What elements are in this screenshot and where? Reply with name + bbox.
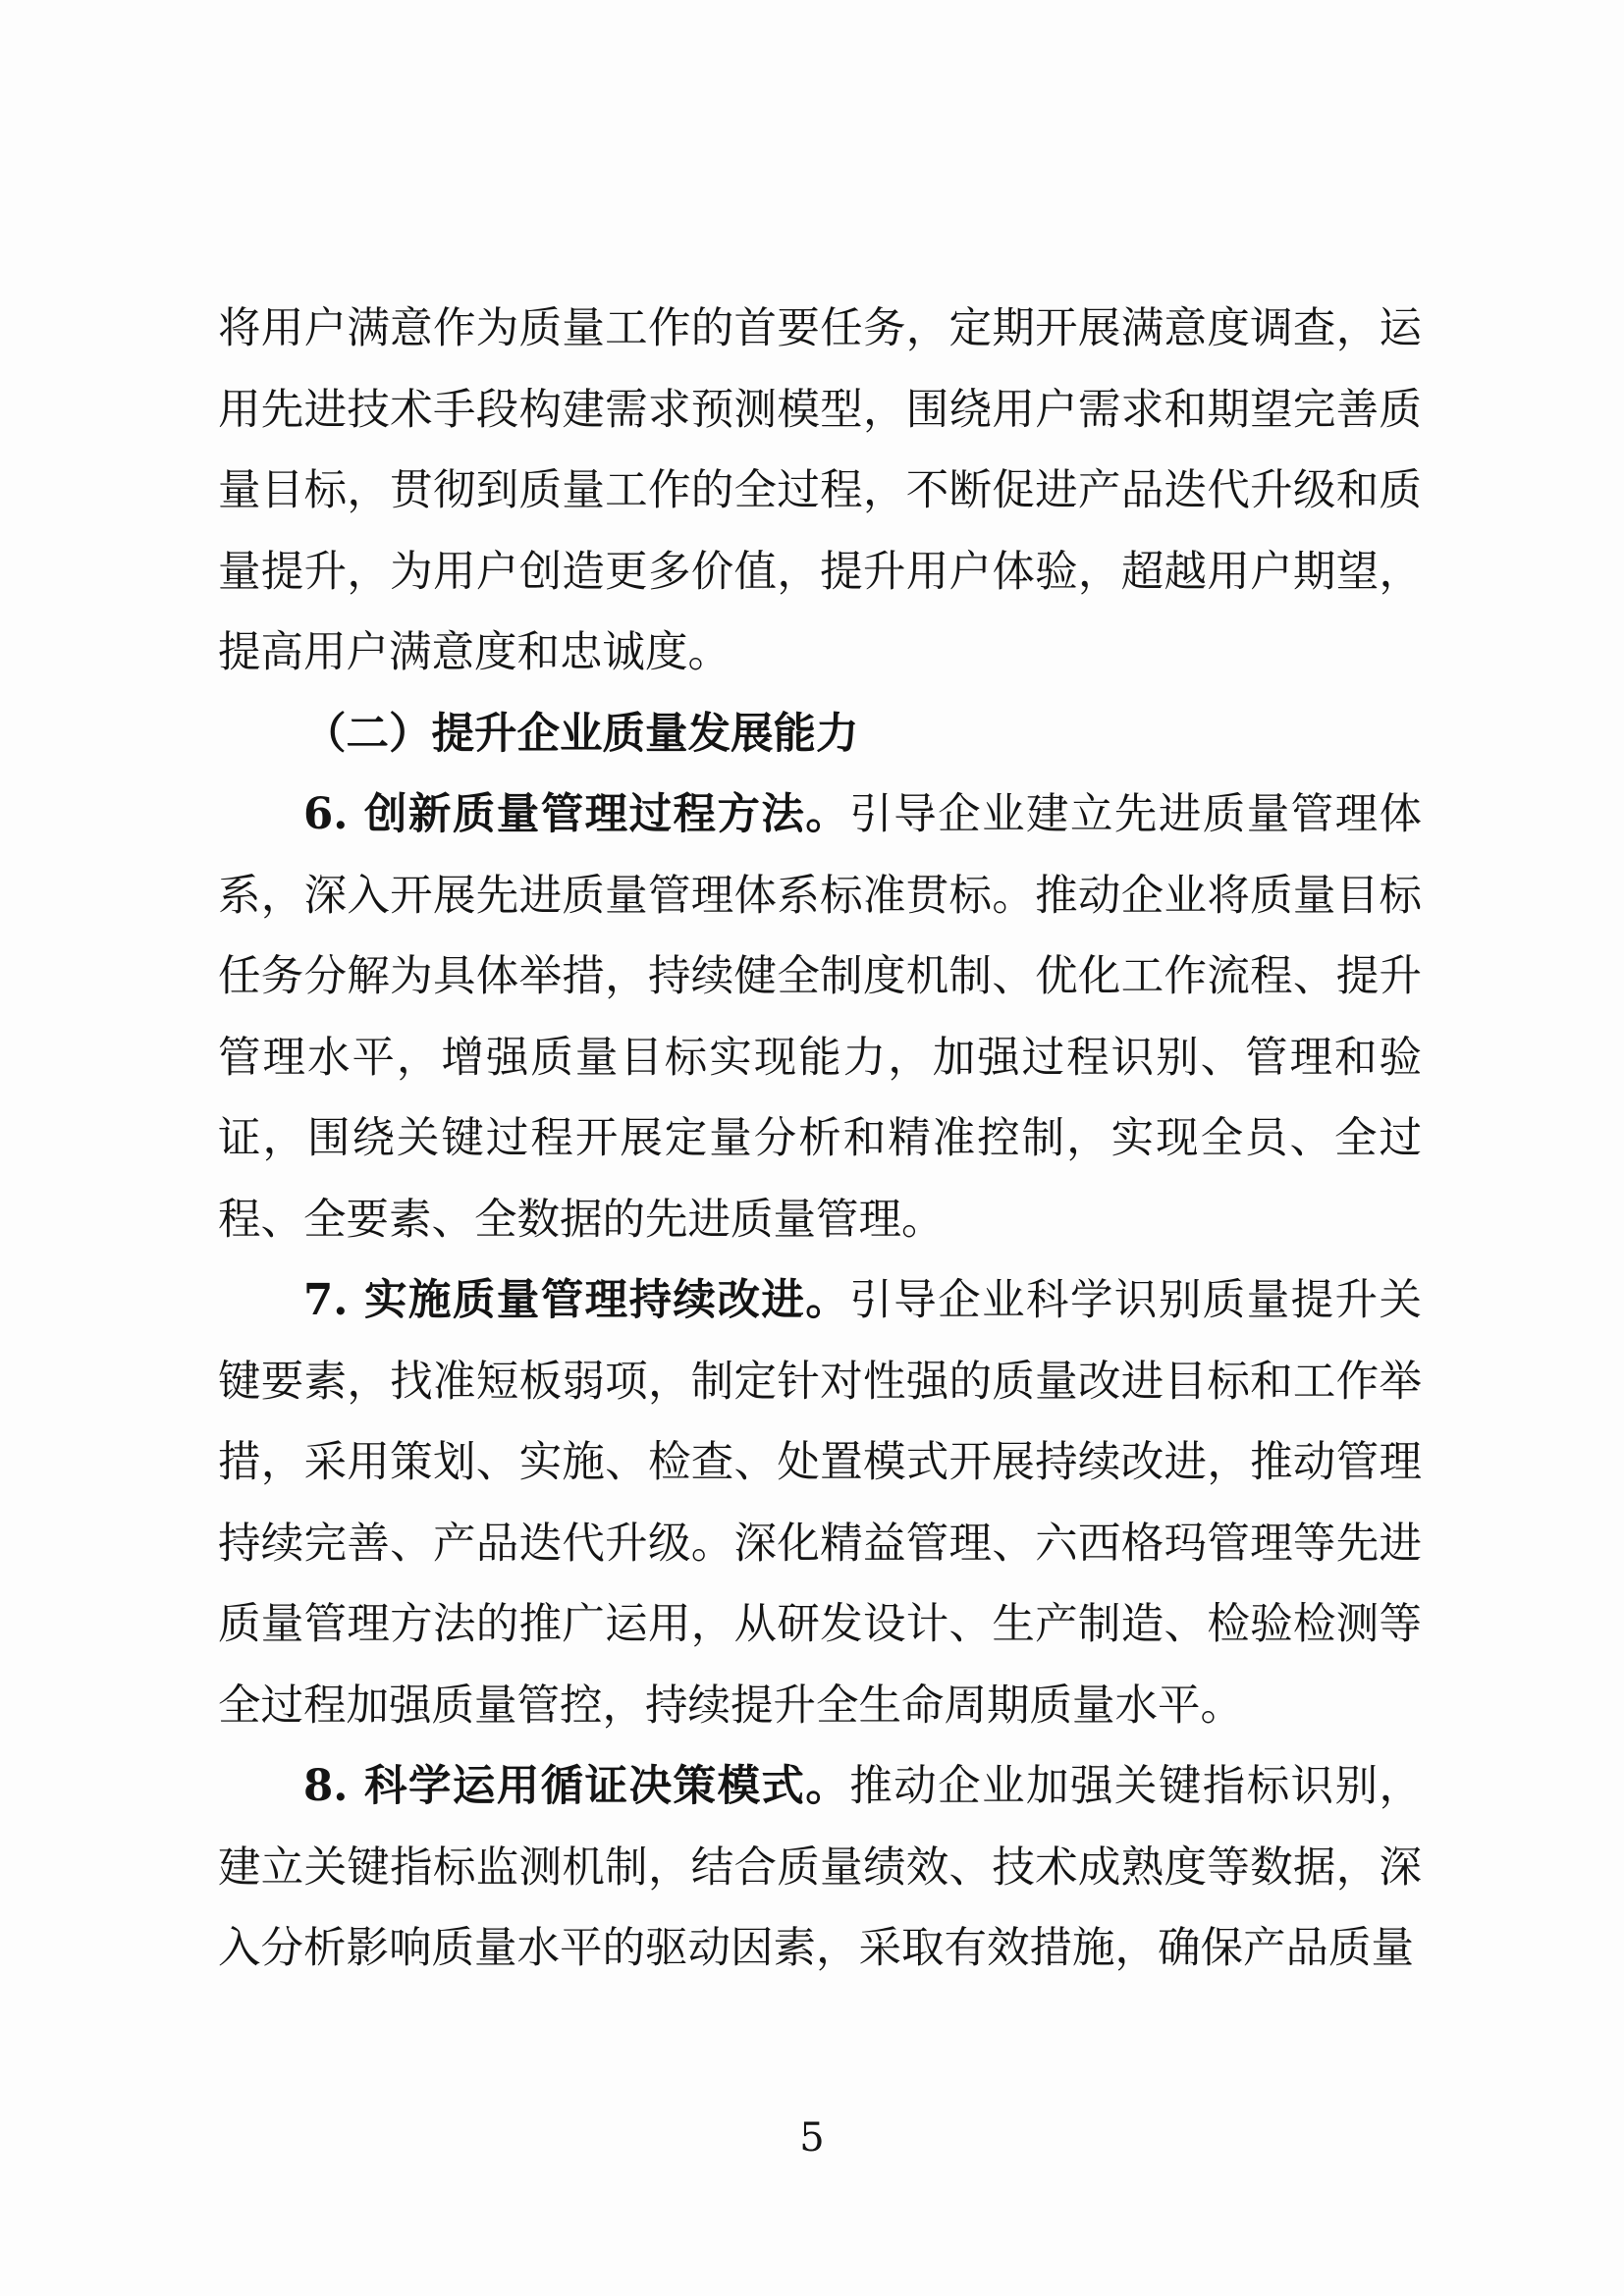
paragraph-item-8 <box>218 1746 1422 1990</box>
paragraph-lead: 6. 创新质量管理过程方法。 <box>303 789 850 839</box>
paragraph-lead: 8. 科学运用循证决策模式。 <box>303 1761 850 1811</box>
paragraph-text: 将用户满意作为质量工作的首要任务，定期开展满意度调查，运用先进技术手段构建需求预测模型，围绕用户需求和期望完善质量目标，贯彻到质量工作的全过程，不断促进产品迭代升级和质量提升，为用户创造更多价值，提升用户体验，超越用户期望，提高用户满意度和忠诚度。 <box>218 304 1422 677</box>
paragraph-lead: 7. 实施质量管理持续改进。 <box>303 1275 850 1325</box>
document-body <box>218 289 1422 1990</box>
section-heading <box>218 694 1422 775</box>
paragraph-item-6 <box>218 774 1422 1260</box>
page-footer <box>0 2114 1624 2162</box>
paragraph-continued <box>218 289 1422 694</box>
section-heading-text: （二）提升企业质量发展能力 <box>303 708 859 759</box>
page-number: 5 <box>799 2115 825 2161</box>
paragraph-item-7 <box>218 1260 1422 1746</box>
paragraph-text: 引导企业科学识别质量提升关键要素，找准短板弱项，制定针对性强的质量改进目标和工作举措，采用策划、实施、检查、处置模式开展持续改进，推动管理持续完善、产品迭代升级。深化精益管理、六西格玛管理等先进质量管理方法的推广运用，从研发设计、生产制造、检验检测等全过程加强质量管控，持续提升全生命周期质量水平。 <box>218 1276 1422 1731</box>
paragraph-text: 引导企业建立先进质量管理体系，深入开展先进质量管理体系标准贯标。推动企业将质量目标任务分解为具体举措，持续健全制度机制、优化工作流程、提升管理水平，增强质量目标实现能力，加强过程识别、管理和验证，围绕关键过程开展定量分析和精准控制，实现全员、全过程、全要素、全数据的先进质量管理。 <box>218 790 1422 1245</box>
paragraph-text: 推动企业加强关键指标识别，建立关键指标监测机制，结合质量绩效、技术成熟度等数据，深入分析影响质量水平的驱动因素，采取有效措施，确保产品质量 <box>218 1762 1422 1973</box>
